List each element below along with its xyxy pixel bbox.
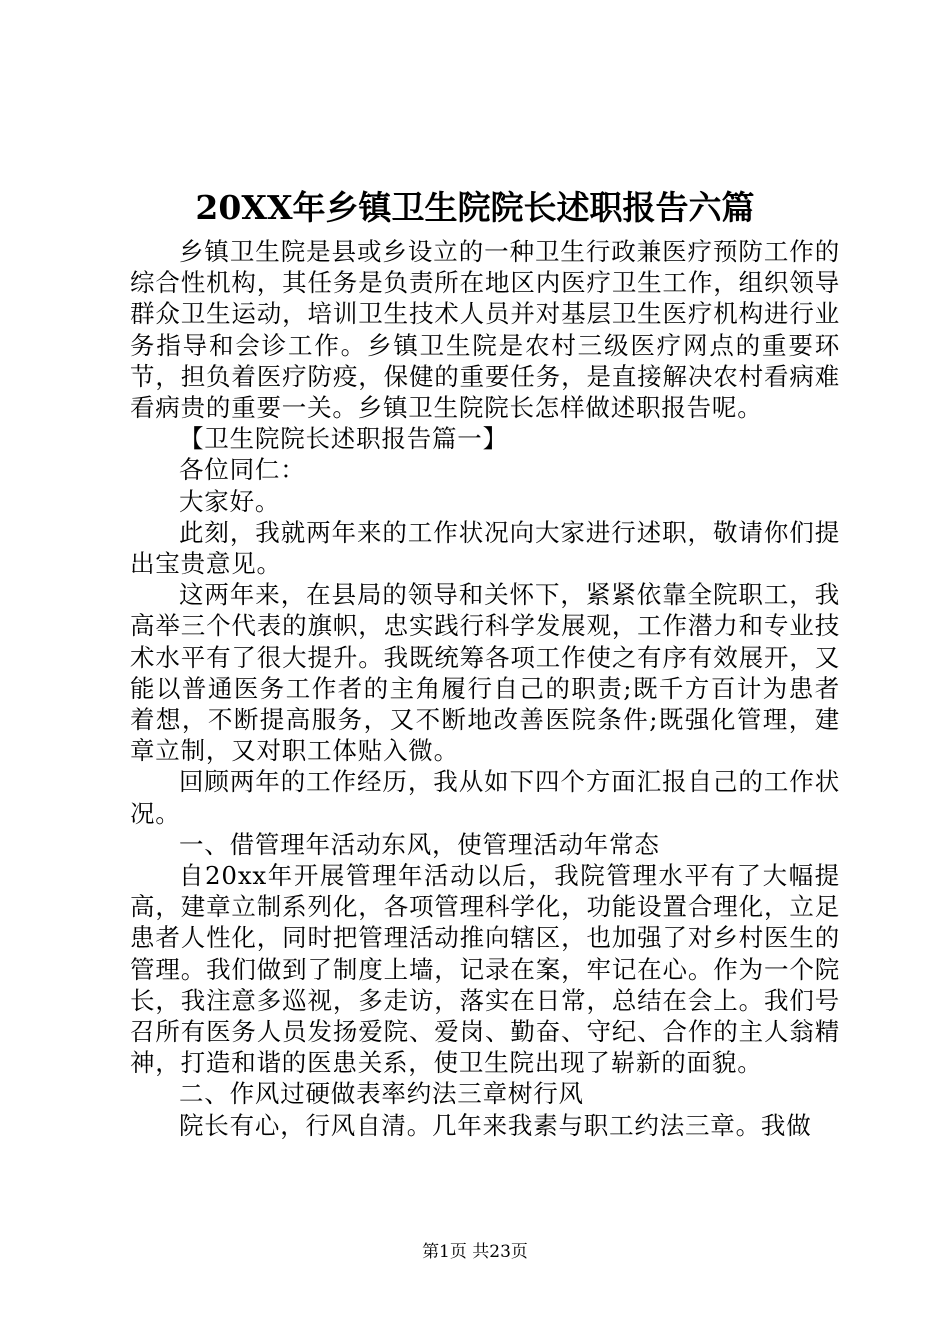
body-paragraph: 院长有心，行风自清。几年来我素与职工约法三章。我做 <box>179 1110 812 1140</box>
body-paragraph: 回顾两年的工作经历，我从如下四个方面汇报自己的工作状况。 <box>130 767 840 828</box>
intro-paragraph: 乡镇卫生院是县或乡设立的一种卫生行政兼医疗预防工作的综合性机构，其任务是负责所在地区内医疗卫生工作，组织领导群众卫生运动，培训卫生技术人员并对基层卫生医疗机构进行业务指导和会诊工作。乡镇卫生院是农村三级医疗网点的重要环节，担负着医疗防疫，保健的重要任务，是直接解决农村看病难看病贵的重要一关。乡镇卫生院院长怎样做述职报告呢。 <box>130 237 840 423</box>
body-paragraph: 这两年来，在县局的领导和关怀下，紧紧依靠全院职工，我高举三个代表的旗帜，忠实践行科学发展观，工作潜力和专业技术水平有了很大提升。我既统筹各项工作使之有序有效展开，又能以普通医务工作者的主角履行自己的职责;既千方百计为患者着想，不断提高服务，又不断地改善医院条件;既强化管理，建章立制，又对职工体贴入微。 <box>130 580 840 766</box>
subsection-heading: 一、借管理年活动东风，使管理活动年常态 <box>179 829 660 859</box>
greeting: 大家好。 <box>179 486 281 516</box>
document-body <box>130 236 840 1141</box>
body-paragraph: 此刻，我就两年来的工作状况向大家进行述职，敬请你们提出宝贵意见。 <box>130 517 840 579</box>
document-title: 20XX年乡镇卫生院院长述职报告六篇 <box>195 188 755 227</box>
body-paragraph: 自20xx年开展管理年活动以后，我院管理水平有了大幅提高，建章立制系列化，各项管理科学化，功能设置合理化，立足患者人性化，同时把管理活动推向辖区，也加强了对乡村医生的管理。我们做到了制度上墙，记录在案，牢记在心。作为一个院长，我注意多巡视，多走访，落实在日常，总结在会上。我们号召所有医务人员发扬爱院、爱岗、勤奋、守纪、合作的主人翁精神，打造和谐的医患关系，使卫生院出现了崭新的面貌。 <box>130 861 840 1078</box>
salutation: 各位同仁： <box>179 455 306 485</box>
section-heading: 【卫生院院长述职报告篇一】 <box>179 424 508 454</box>
subsection-heading: 二、作风过硬做表率约法三章树行风 <box>179 1079 584 1109</box>
page-footer: 第1页 共23页 <box>422 1242 528 1262</box>
